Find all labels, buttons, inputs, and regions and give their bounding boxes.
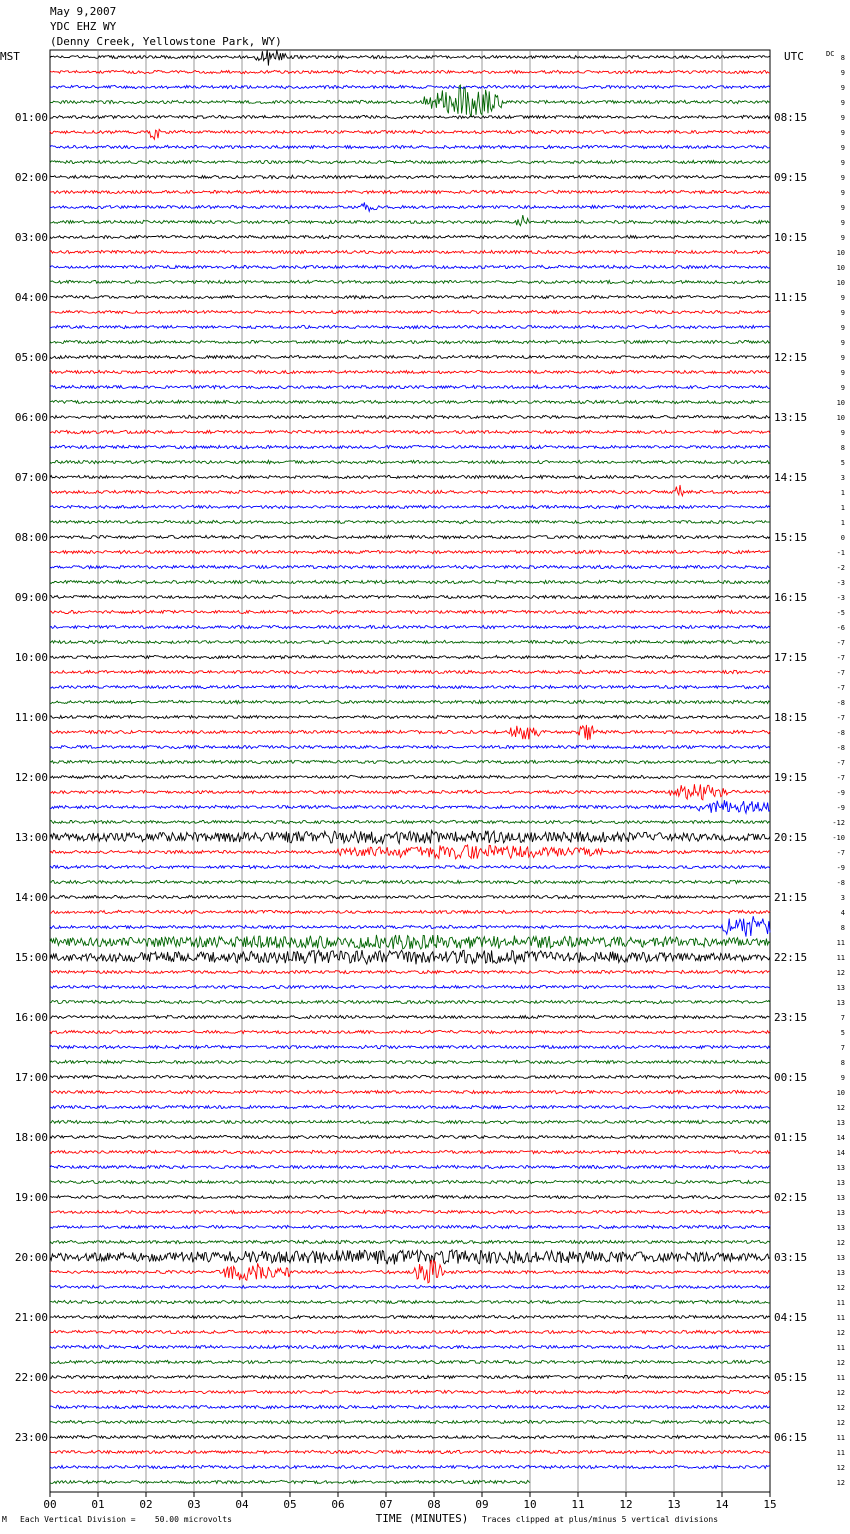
utc-hour-label: 21:15 xyxy=(774,891,808,904)
dc-offset-value: 12 xyxy=(836,1389,845,1397)
utc-hour-label: 10:15 xyxy=(774,231,808,244)
x-tick-label: 10 xyxy=(523,1498,537,1511)
trace-line xyxy=(50,190,770,193)
dc-offset-value: 8 xyxy=(840,54,845,62)
utc-hour-label: 13:15 xyxy=(774,411,808,424)
trace-line xyxy=(50,415,770,418)
dc-offset-value: 11 xyxy=(836,1344,845,1352)
x-tick-label: 07 xyxy=(379,1498,393,1511)
trace-line xyxy=(50,1210,770,1213)
trace-line xyxy=(50,1285,770,1288)
trace-line xyxy=(50,745,770,748)
dc-offset-value: -10 xyxy=(832,834,845,842)
mst-hour-label: 06:00 xyxy=(14,411,48,424)
dc-offset-value: 4 xyxy=(840,909,845,917)
dc-offset-value: -8 xyxy=(836,744,845,752)
utc-hour-label: 06:15 xyxy=(774,1431,808,1444)
trace-line xyxy=(50,370,770,373)
dc-offset-value: 13 xyxy=(836,1254,845,1262)
dc-offset-value: -8 xyxy=(836,729,845,737)
dc-offset-value: 11 xyxy=(836,1374,845,1382)
dc-offset-value: 1 xyxy=(840,489,845,497)
trace-line xyxy=(50,1345,770,1348)
trace-line xyxy=(50,1225,770,1228)
mst-hour-label: 11:00 xyxy=(14,711,48,724)
dc-offset-value: 13 xyxy=(836,1269,845,1277)
trace-line xyxy=(50,295,770,298)
x-axis-title: TIME (MINUTES) xyxy=(375,1512,469,1525)
dc-offset-value: 9 xyxy=(840,69,845,77)
utc-hour-label: 16:15 xyxy=(774,591,808,604)
dc-offset-value: -7 xyxy=(836,639,845,647)
mst-hour-label: 15:00 xyxy=(14,951,48,964)
dc-offset-value: 13 xyxy=(836,999,845,1007)
dc-offset-value: -7 xyxy=(836,669,845,677)
trace-line xyxy=(50,775,770,778)
dc-offset-value: 13 xyxy=(836,1194,845,1202)
dc-offset-value: 8 xyxy=(840,444,845,452)
mst-hour-label: 05:00 xyxy=(14,351,48,364)
trace-line xyxy=(50,1300,770,1303)
trace-line xyxy=(50,1450,770,1453)
trace-line xyxy=(50,310,770,313)
dc-offset-value: 13 xyxy=(836,1179,845,1187)
trace-line xyxy=(50,640,770,643)
mst-hour-label: 10:00 xyxy=(14,651,48,664)
dc-offset-value: 11 xyxy=(836,1449,845,1457)
dc-offset-value: 9 xyxy=(840,339,845,347)
trace-line xyxy=(50,820,770,823)
trace-line xyxy=(50,475,770,478)
dc-offset-value: 9 xyxy=(840,114,845,122)
x-tick-label: 02 xyxy=(139,1498,153,1511)
dc-offset-value: -9 xyxy=(836,864,845,872)
dc-offset-value: 9 xyxy=(840,429,845,437)
mst-hour-label: 12:00 xyxy=(14,771,48,784)
dc-offset-value: 10 xyxy=(836,399,845,407)
station-location: (Denny Creek, Yellowstone Park, WY) xyxy=(50,35,282,48)
mst-hour-label: 16:00 xyxy=(14,1011,48,1024)
trace-line xyxy=(50,520,770,523)
dc-offset-value: 0 xyxy=(840,534,845,542)
dc-offset-value: 9 xyxy=(840,174,845,182)
dc-offset-value: 7 xyxy=(840,1044,845,1052)
trace-line xyxy=(50,1405,770,1408)
dc-offset-value: 8 xyxy=(840,1059,845,1067)
trace-line xyxy=(50,784,770,800)
trace-line xyxy=(50,340,770,343)
mst-timezone-label: MST xyxy=(0,50,20,63)
trace-line xyxy=(50,535,770,538)
trace-line xyxy=(50,445,770,448)
dc-offset-value: 9 xyxy=(840,159,845,167)
dc-offset-value: 11 xyxy=(836,954,845,962)
trace-line xyxy=(50,160,770,163)
dc-offset-value: 12 xyxy=(836,1104,845,1112)
trace-line xyxy=(50,970,770,973)
trace-line xyxy=(50,1261,770,1283)
trace-line xyxy=(50,1165,770,1168)
x-tick-label: 12 xyxy=(619,1498,633,1511)
trace-line xyxy=(50,1060,770,1063)
utc-hour-label: 15:15 xyxy=(774,531,808,544)
x-tick-label: 14 xyxy=(715,1498,729,1511)
mst-hour-label: 18:00 xyxy=(14,1131,48,1144)
utc-hour-label: 17:15 xyxy=(774,651,808,664)
mst-hour-label: 14:00 xyxy=(14,891,48,904)
trace-line xyxy=(50,830,770,843)
scale-prefix: M xyxy=(2,1515,7,1524)
trace-line xyxy=(50,895,770,898)
trace-line xyxy=(50,725,770,740)
trace-line xyxy=(50,595,770,598)
dc-offset-value: 9 xyxy=(840,354,845,362)
utc-hour-label: 09:15 xyxy=(774,171,808,184)
dc-offset-value: 10 xyxy=(836,249,845,257)
mst-hour-label: 07:00 xyxy=(14,471,48,484)
trace-line xyxy=(50,916,770,936)
mst-hour-label: 21:00 xyxy=(14,1311,48,1324)
trace-line xyxy=(50,715,770,718)
trace-line xyxy=(50,70,770,73)
utc-hour-label: 14:15 xyxy=(774,471,808,484)
trace-line xyxy=(50,1390,770,1393)
mst-hour-label: 20:00 xyxy=(14,1251,48,1264)
dc-offset-value: -7 xyxy=(836,654,845,662)
utc-hour-label: 02:15 xyxy=(774,1191,808,1204)
dc-offset-value: 9 xyxy=(840,84,845,92)
x-tick-label: 08 xyxy=(427,1498,441,1511)
dc-offset-value: 12 xyxy=(836,1464,845,1472)
dc-offset-value: -6 xyxy=(836,624,845,632)
mst-hour-label: 08:00 xyxy=(14,531,48,544)
utc-hour-label: 18:15 xyxy=(774,711,808,724)
dc-offset-value: 7 xyxy=(840,1014,845,1022)
trace-line xyxy=(50,355,770,358)
trace-line xyxy=(50,800,770,813)
dc-offset-value: 12 xyxy=(836,1284,845,1292)
trace-line xyxy=(50,1135,770,1138)
dc-offset-value: 9 xyxy=(840,204,845,212)
utc-hour-label: 23:15 xyxy=(774,1011,808,1024)
dc-offset-value: 13 xyxy=(836,1209,845,1217)
x-tick-label: 04 xyxy=(235,1498,249,1511)
trace-line xyxy=(50,985,770,988)
trace-line xyxy=(50,1465,770,1468)
utc-hour-label: 12:15 xyxy=(774,351,808,364)
dc-offset-value: 9 xyxy=(840,294,845,302)
dc-offset-value: 10 xyxy=(836,414,845,422)
dc-offset-value: -12 xyxy=(832,819,845,827)
trace-line xyxy=(50,1420,770,1423)
trace-line xyxy=(50,1000,770,1003)
trace-line xyxy=(50,250,770,253)
dc-offset-value: 1 xyxy=(840,504,845,512)
trace-line xyxy=(50,910,770,913)
trace-line xyxy=(50,85,770,117)
trace-line xyxy=(50,129,770,139)
dc-offset-value: -9 xyxy=(836,789,845,797)
trace-line xyxy=(50,265,770,268)
dc-offset-value: -7 xyxy=(836,714,845,722)
trace-line xyxy=(50,235,770,238)
trace-line xyxy=(50,485,770,496)
x-tick-label: 00 xyxy=(43,1498,57,1511)
utc-hour-label: 05:15 xyxy=(774,1371,808,1384)
trace-line xyxy=(50,1045,770,1048)
dc-offset-value: 9 xyxy=(840,129,845,137)
trace-line xyxy=(50,565,770,568)
plot-frame xyxy=(50,50,770,1492)
mst-hour-label: 03:00 xyxy=(14,231,48,244)
utc-hour-label: 04:15 xyxy=(774,1311,808,1324)
dc-offset-value: -1 xyxy=(836,549,845,557)
trace-line xyxy=(50,880,770,883)
trace-line xyxy=(50,1330,770,1333)
x-tick-label: 01 xyxy=(91,1498,105,1511)
trace-line xyxy=(50,760,770,763)
trace-line xyxy=(50,1090,770,1093)
mst-hour-label: 13:00 xyxy=(14,831,48,844)
dc-offset-value: 10 xyxy=(836,1089,845,1097)
dc-offset-value: 12 xyxy=(836,1329,845,1337)
dc-offset-value: 11 xyxy=(836,1314,845,1322)
trace-line xyxy=(50,215,770,226)
dc-offset-value: -7 xyxy=(836,774,845,782)
dc-offset-value: 9 xyxy=(840,189,845,197)
utc-hour-label: 00:15 xyxy=(774,1071,808,1084)
trace-line xyxy=(50,1250,770,1265)
trace-line xyxy=(50,1375,770,1378)
dc-column-header: DC xyxy=(826,50,835,58)
trace-line xyxy=(50,1075,770,1078)
dc-offset-value: -5 xyxy=(836,609,845,617)
trace-line xyxy=(50,325,770,328)
x-tick-label: 03 xyxy=(187,1498,201,1511)
dc-offset-value: 13 xyxy=(836,984,845,992)
utc-hour-label: 19:15 xyxy=(774,771,808,784)
trace-line xyxy=(50,550,770,553)
trace-line xyxy=(50,1360,770,1363)
trace-line xyxy=(50,385,770,388)
trace-line xyxy=(50,1015,770,1018)
trace-line xyxy=(50,700,770,703)
trace-line xyxy=(50,1435,770,1438)
dc-offset-value: -3 xyxy=(836,594,845,602)
dc-offset-value: 3 xyxy=(840,474,845,482)
trace-line xyxy=(50,845,770,859)
dc-offset-value: 14 xyxy=(836,1149,845,1157)
dc-offset-value: 12 xyxy=(836,1479,845,1487)
trace-line xyxy=(50,1120,770,1123)
mst-hour-label: 02:00 xyxy=(14,171,48,184)
dc-offset-value: 13 xyxy=(836,1164,845,1172)
dc-offset-value: 11 xyxy=(836,1299,845,1307)
dc-offset-value: 12 xyxy=(836,969,845,977)
dc-offset-value: 10 xyxy=(836,264,845,272)
dc-offset-value: -7 xyxy=(836,849,845,857)
trace-line xyxy=(50,175,770,178)
trace-line xyxy=(50,625,770,628)
trace-line xyxy=(50,670,770,673)
record-date: May 9,2007 xyxy=(50,5,117,18)
utc-hour-label: 01:15 xyxy=(774,1131,808,1144)
mst-hour-label: 23:00 xyxy=(14,1431,48,1444)
trace-line xyxy=(50,430,770,433)
mst-hour-label: 09:00 xyxy=(14,591,48,604)
dc-offset-value: 9 xyxy=(840,219,845,227)
dc-offset-value: -8 xyxy=(836,699,845,707)
dc-offset-value: -7 xyxy=(836,684,845,692)
dc-offset-value: 9 xyxy=(840,144,845,152)
mst-hour-label: 22:00 xyxy=(14,1371,48,1384)
trace-line xyxy=(50,1195,770,1198)
trace-line xyxy=(50,202,770,211)
trace-line xyxy=(50,950,770,964)
x-tick-label: 11 xyxy=(571,1498,585,1511)
trace-line xyxy=(50,935,770,949)
dc-offset-value: -9 xyxy=(836,804,845,812)
dc-offset-value: 9 xyxy=(840,369,845,377)
dc-offset-value: 9 xyxy=(840,99,845,107)
trace-line xyxy=(50,865,770,868)
utc-hour-label: 11:15 xyxy=(774,291,808,304)
dc-offset-value: -8 xyxy=(836,879,845,887)
utc-hour-label: 03:15 xyxy=(774,1251,808,1264)
trace-line xyxy=(50,580,770,583)
trace-line xyxy=(50,1150,770,1153)
x-tick-label: 13 xyxy=(667,1498,681,1511)
dc-offset-value: 5 xyxy=(840,1029,845,1037)
x-tick-label: 09 xyxy=(475,1498,489,1511)
mst-hour-label: 17:00 xyxy=(14,1071,48,1084)
dc-offset-value: 8 xyxy=(840,924,845,932)
trace-line xyxy=(50,85,770,88)
dc-offset-value: 3 xyxy=(840,894,845,902)
trace-line xyxy=(50,655,770,658)
dc-offset-value: 1 xyxy=(840,519,845,527)
dc-offset-value: -3 xyxy=(836,579,845,587)
trace-line xyxy=(50,50,770,66)
x-tick-label: 06 xyxy=(331,1498,345,1511)
utc-hour-label: 22:15 xyxy=(774,951,808,964)
trace-line xyxy=(50,400,770,403)
x-tick-label: 15 xyxy=(763,1498,777,1511)
dc-offset-value: 12 xyxy=(836,1404,845,1412)
trace-line xyxy=(50,1030,770,1033)
dc-offset-value: 9 xyxy=(840,234,845,242)
trace-line xyxy=(50,145,770,148)
utc-hour-label: 08:15 xyxy=(774,111,808,124)
dc-offset-value: 12 xyxy=(836,1239,845,1247)
mst-hour-label: 04:00 xyxy=(14,291,48,304)
trace-line xyxy=(50,460,770,463)
dc-offset-value: 12 xyxy=(836,1419,845,1427)
trace-line xyxy=(50,685,770,688)
dc-offset-value: 5 xyxy=(840,459,845,467)
dc-offset-value: 13 xyxy=(836,1119,845,1127)
trace-line xyxy=(50,115,770,118)
dc-offset-value: 14 xyxy=(836,1134,845,1142)
trace-line xyxy=(50,1180,770,1183)
vertical-scale-note: Each Vertical Division = 50.00 microvolts xyxy=(20,1515,232,1524)
mst-hour-label: 01:00 xyxy=(14,111,48,124)
dc-offset-value: 9 xyxy=(840,1074,845,1082)
dc-offset-value: 12 xyxy=(836,1359,845,1367)
clipping-note: Traces clipped at plus/minus 5 vertical divisions xyxy=(482,1515,719,1524)
trace-line xyxy=(50,1315,770,1318)
dc-offset-value: -2 xyxy=(836,564,845,572)
utc-hour-label: 20:15 xyxy=(774,831,808,844)
trace-line xyxy=(50,610,770,613)
x-tick-label: 05 xyxy=(283,1498,297,1511)
mst-hour-label: 19:00 xyxy=(14,1191,48,1204)
trace-line xyxy=(50,1105,770,1108)
dc-offset-value: 11 xyxy=(836,939,845,947)
trace-line xyxy=(50,1240,770,1243)
station-code: YDC EHZ WY xyxy=(50,20,117,33)
dc-offset-value: -7 xyxy=(836,759,845,767)
trace-line xyxy=(50,505,770,508)
trace-line xyxy=(50,280,770,283)
dc-offset-value: 10 xyxy=(836,279,845,287)
dc-offset-value: 9 xyxy=(840,324,845,332)
dc-offset-value: 9 xyxy=(840,384,845,392)
dc-offset-value: 11 xyxy=(836,1434,845,1442)
dc-offset-value: 13 xyxy=(836,1224,845,1232)
utc-timezone-label: UTC xyxy=(784,50,804,63)
dc-offset-value: 9 xyxy=(840,309,845,317)
